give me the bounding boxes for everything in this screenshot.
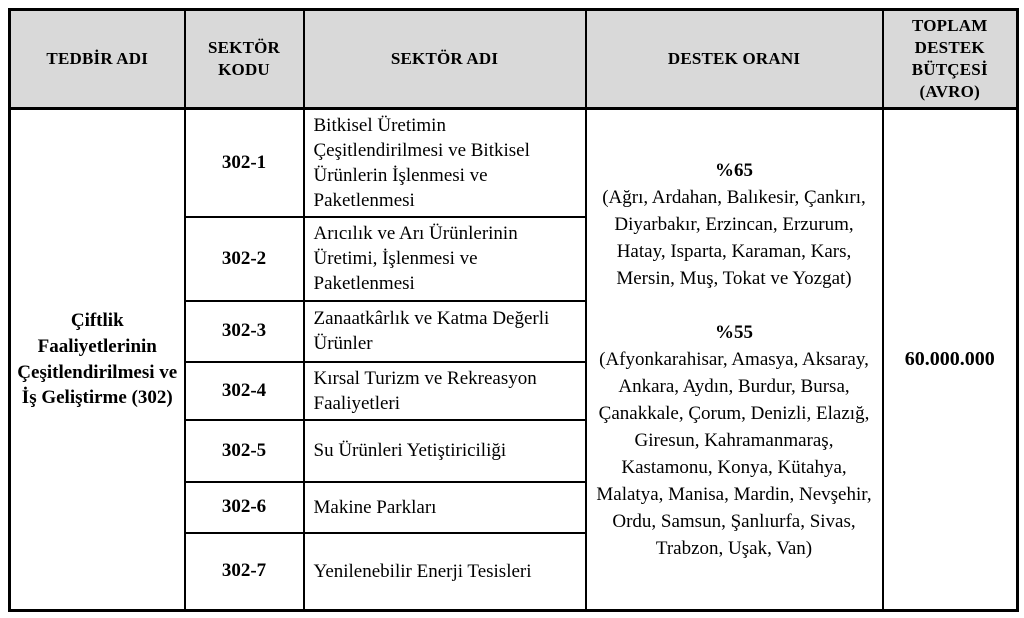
header-row — [10, 10, 1018, 109]
sector-code-cell: 302-3 — [185, 301, 304, 362]
col-header-sector-name: SEKTÖR ADI — [304, 10, 586, 109]
sector-name-cell: Yenilenebilir Enerji Tesisleri — [304, 533, 586, 611]
sector-code-cell: 302-4 — [185, 362, 304, 420]
sector-name-cell: Makine Parkları — [304, 482, 586, 533]
col-header-support-rate: DESTEK ORANI — [586, 10, 883, 109]
support-rate-provinces: (Afyonkarahisar, Amasya, Aksaray, Ankara, Aydın, Burdur, Bursa, Çanakkale, Çorum, Denizli, Elazığ, Giresun, Kahramanmaraş, Kastamonu, Konya, Kütahya, Malatya, Manisa, Mardin, Nevşehir, Ordu, Samsun, Şanlıurfa, Sivas, Trabzon, Uşak, Van) — [596, 349, 872, 560]
sector-name-cell: Bitkisel Üretimin Çeşitlendirilmesi ve Bitkisel Ürünlerin İşlenmesi ve Paketlenmesi — [304, 109, 586, 218]
sector-code-cell: 302-5 — [185, 420, 304, 482]
support-rate-value: %65 — [715, 160, 753, 182]
sector-code-cell: 302-6 — [185, 482, 304, 533]
total-budget-cell: 60.000.000 — [883, 109, 1018, 611]
sector-name-cell: Zanaatkârlık ve Katma Değerli Ürünler — [304, 301, 586, 362]
support-rate-value: %55 — [715, 322, 753, 344]
col-header-total-budget: TOPLAM DESTEK BÜTÇESİ (AVRO) — [883, 10, 1018, 109]
sector-name-cell: Kırsal Turizm ve Rekreasyon Faaliyetleri — [304, 362, 586, 420]
sector-name-cell: Arıcılık ve Arı Ürünlerinin Üretimi, İşlenmesi ve Paketlenmesi — [304, 217, 586, 300]
support-rate-block-55 — [591, 319, 878, 562]
support-measure-table — [8, 8, 1019, 612]
col-header-sector-code: SEKTÖR KODU — [185, 10, 304, 109]
sector-code-cell: 302-1 — [185, 109, 304, 218]
sector-row — [10, 109, 1018, 218]
sector-name-cell: Su Ürünleri Yetiştiriciliği — [304, 420, 586, 482]
col-header-measure-name: TEDBİR ADI — [10, 10, 185, 109]
support-rate-cell — [586, 109, 883, 611]
support-rate-block-65 — [591, 157, 878, 292]
sector-code-cell: 302-7 — [185, 533, 304, 611]
sector-code-cell: 302-2 — [185, 217, 304, 300]
measure-name-cell: Çiftlik Faaliyetlerinin Çeşitlendirilmesi ve İş Geliştirme (302) — [10, 109, 185, 611]
support-rate-provinces: (Ağrı, Ardahan, Balıkesir, Çankırı, Diyarbakır, Erzincan, Erzurum, Hatay, Isparta, Karaman, Kars, Mersin, Muş, Tokat ve Yozgat) — [602, 187, 866, 290]
